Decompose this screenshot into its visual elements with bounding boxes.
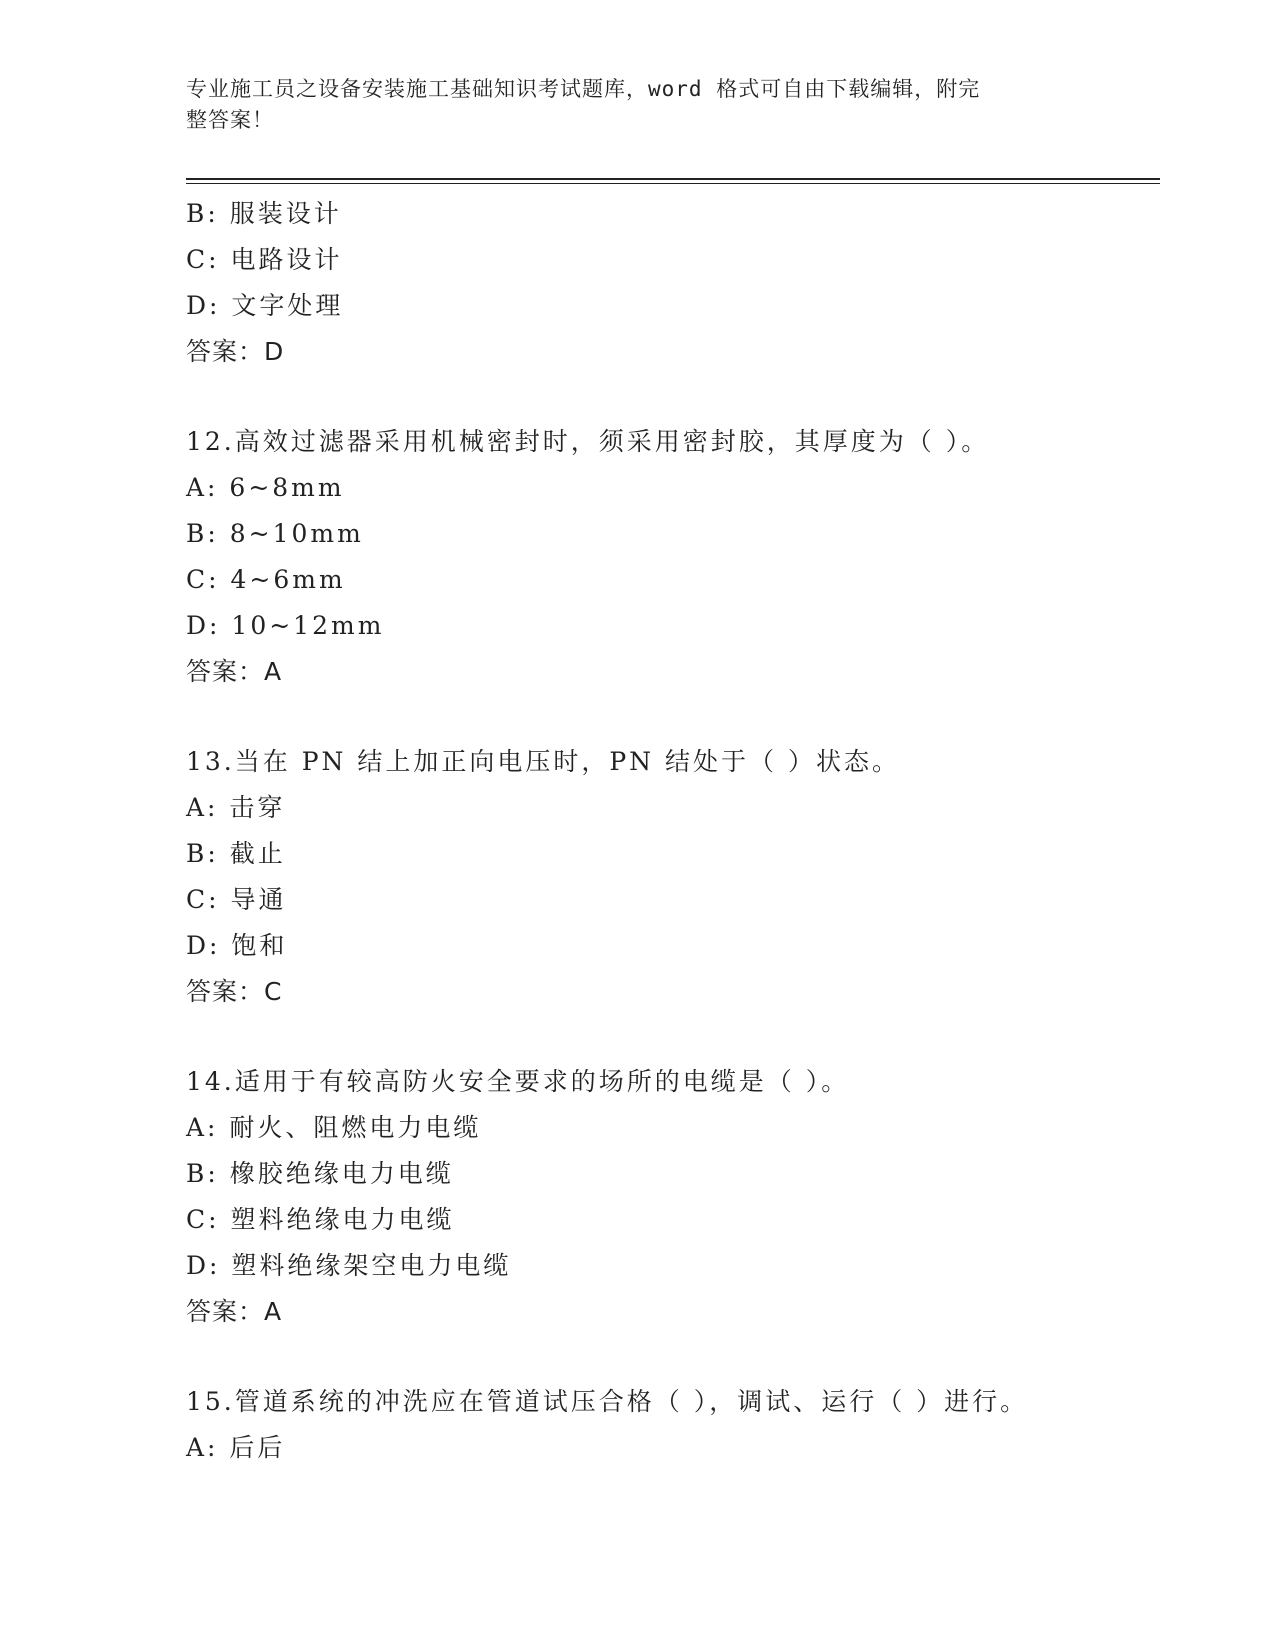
header-divider-thin — [186, 183, 1160, 184]
option-b: B: 8~10mm — [186, 519, 364, 548]
option-c: C: 导通 — [186, 885, 287, 914]
answer-label: 答案：A — [186, 657, 283, 686]
option-c: C: 4~6mm — [186, 565, 346, 594]
header-line-2: 整答案！ — [186, 108, 274, 132]
option-a: A: 击穿 — [186, 793, 286, 822]
option-a: A: 耐火、阻燃电力电缆 — [186, 1113, 482, 1142]
question-list — [186, 191, 1146, 1471]
spacer — [186, 1015, 1146, 1059]
document-header — [186, 74, 1066, 136]
question-block-13 — [186, 739, 1146, 1015]
question-text: 14.适用于有较高防火安全要求的场所的电缆是（ ）。 — [186, 1067, 850, 1096]
option-d: D: 饱和 — [186, 931, 288, 960]
question-text: 13.当在 PN 结上加正向电压时，PN 结处于（ ）状态。 — [186, 747, 900, 776]
option-b: B: 橡胶绝缘电力电缆 — [186, 1159, 454, 1188]
option-b: B: 截止 — [186, 839, 286, 868]
option-b: B: 服装设计 — [186, 199, 342, 228]
answer-label: 答案：C — [186, 977, 283, 1006]
option-d: D: 10~12mm — [186, 611, 385, 640]
question-block-12 — [186, 419, 1146, 695]
spacer — [186, 1335, 1146, 1379]
option-c: C: 电路设计 — [186, 245, 343, 274]
answer-label: 答案：D — [186, 337, 285, 366]
header-divider-thick — [186, 178, 1160, 180]
question-block-14 — [186, 1059, 1146, 1335]
option-d: D: 文字处理 — [186, 291, 344, 320]
question-text: 15.管道系统的冲洗应在管道试压合格（ ），调试、运行（ ）进行。 — [186, 1387, 1029, 1416]
option-c: C: 塑料绝缘电力电缆 — [186, 1205, 455, 1234]
answer-label: 答案：A — [186, 1297, 283, 1326]
question-block-11 — [186, 191, 1146, 375]
option-a: A: 后后 — [186, 1433, 286, 1462]
option-a: A: 6~8mm — [186, 473, 345, 502]
option-d: D: 塑料绝缘架空电力电缆 — [186, 1251, 512, 1280]
question-block-15 — [186, 1379, 1146, 1471]
question-text: 12.高效过滤器采用机械密封时，须采用密封胶，其厚度为（ ）。 — [186, 427, 990, 456]
header-line-1: 专业施工员之设备安装施工基础知识考试题库，word 格式可自由下载编辑，附完 — [186, 77, 981, 101]
spacer — [186, 375, 1146, 419]
spacer — [186, 695, 1146, 739]
